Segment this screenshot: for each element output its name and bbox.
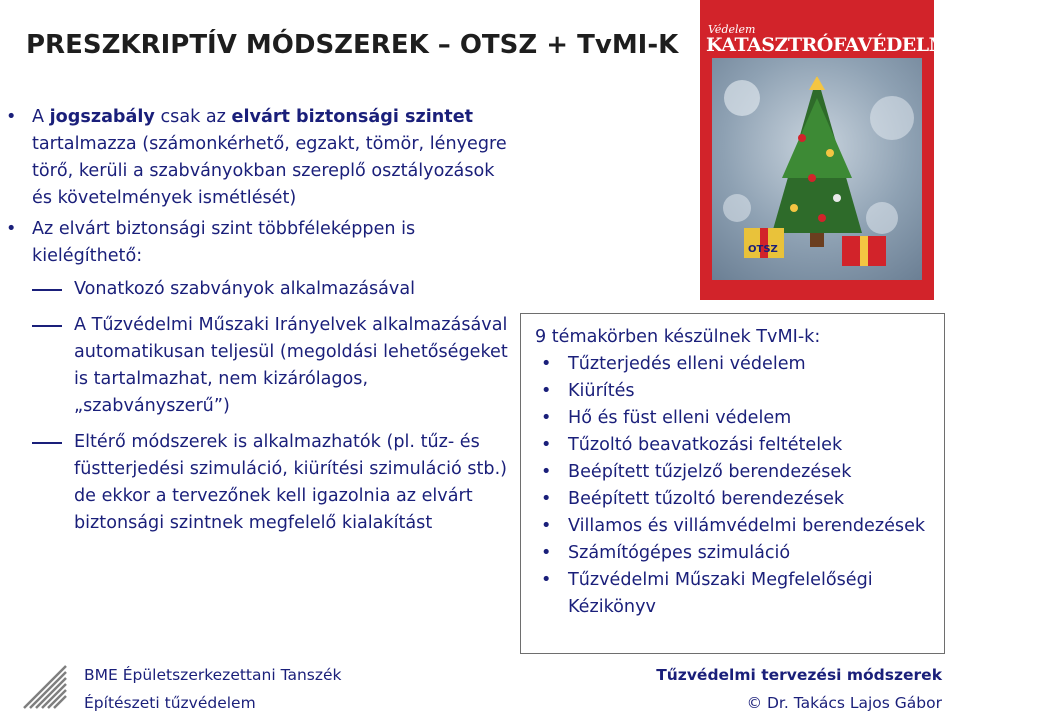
- bullet-item: [0, 104, 512, 212]
- bullet-icon: •: [541, 570, 552, 590]
- bullet-icon: •: [541, 516, 552, 536]
- bullet-item: [0, 216, 512, 270]
- gift-label: OTSZ: [748, 244, 778, 255]
- left-content: [0, 104, 512, 546]
- list-item-text: Tűzoltó beavatkozási feltételek: [568, 435, 843, 455]
- bullet-icon: •: [541, 543, 552, 563]
- bullet-icon: •: [541, 381, 552, 401]
- list-item-text: Számítógépes szimuláció: [568, 543, 791, 563]
- list-item: [535, 567, 936, 621]
- footer-subject: Tűzvédelmi tervezési módszerek: [656, 666, 942, 684]
- bullet-text-part: tartalmazza (számonkérhető, egzakt, tömör, lényegre törő, kerüli a szabványokban szereplő osztályozások és követelmények ismétlését): [32, 134, 507, 208]
- list-item: [535, 405, 936, 432]
- slide-title: PRESZKRIPTÍV MÓDSZEREK – OTSZ + TvMI-K: [26, 30, 679, 60]
- bullet-text-part: csak az: [154, 107, 232, 127]
- bullet-icon: •: [541, 435, 552, 455]
- list-item: [535, 378, 936, 405]
- list-item: [535, 513, 936, 540]
- masthead-small-text: Védelem: [708, 23, 756, 36]
- bullet-text-part: A: [32, 107, 50, 127]
- christmas-tree-photo: [712, 58, 922, 280]
- footer-course: Építészeti tűzvédelem: [84, 694, 256, 712]
- bullet-icon: •: [541, 354, 552, 374]
- list-item-text: Tűzterjedés elleni védelem: [568, 354, 806, 374]
- dash-icon: [32, 325, 62, 327]
- bullet-icon: •: [541, 489, 552, 509]
- dash-icon: [32, 442, 62, 444]
- magazine-cover: [700, 0, 1052, 300]
- dash-icon: [32, 289, 62, 291]
- list-item: [535, 351, 936, 378]
- masthead-title: KATASZTRÓFAVÉDELMI SZEMLE: [706, 34, 1052, 56]
- sub-item: [0, 429, 512, 537]
- bullet-text: Az elvárt biztonsági szint többféleképpen is kielégíthető:: [32, 219, 416, 266]
- bullet-text-bold: elvárt biztonsági szintet: [231, 107, 474, 127]
- list-item-text: Villamos és villámvédelmi berendezések: [568, 516, 926, 536]
- sub-item: [0, 276, 512, 303]
- bme-logo-icon: [22, 660, 68, 710]
- sub-item-text: Eltérő módszerek is alkalmazhatók (pl. tűz- és füstterjedési szimuláció, kiürítési szimuláció stb.) de ekkor a tervezőnek kell igazolnia az elvárt biztonsági szintnek megfelelő kialakítást: [74, 432, 508, 533]
- list-item-text: Hő és füst elleni védelem: [568, 408, 792, 428]
- list-item-text: Beépített tűzoltó berendezések: [568, 489, 845, 509]
- bullet-icon: •: [6, 219, 17, 239]
- bullet-icon: •: [541, 462, 552, 482]
- christmas-tree-icon: [712, 58, 922, 280]
- bullet-icon: •: [6, 107, 17, 127]
- topics-list: [535, 351, 936, 621]
- list-item-text: Beépített tűzjelző berendezések: [568, 462, 852, 482]
- tvmi-topics-box: [520, 313, 945, 654]
- sub-item: [0, 312, 512, 420]
- footer-author: © Dr. Takács Lajos Gábor: [746, 694, 942, 712]
- list-item: [535, 459, 936, 486]
- list-item-text: Kiürítés: [568, 381, 635, 401]
- sub-item-text: A Tűzvédelmi Műszaki Irányelvek alkalmazásával automatikusan teljesül (megoldási lehetőségeket is tartalmazhat, nem kizárólagos, „szabványszerű”): [74, 315, 508, 416]
- list-item: [535, 486, 936, 513]
- footer-department: BME Épületszerkezettani Tanszék: [84, 666, 342, 684]
- sub-item-text: Vonatkozó szabványok alkalmazásával: [74, 279, 416, 299]
- list-item: [535, 540, 936, 567]
- list-item: [535, 432, 936, 459]
- bullet-text-bold: jogszabály: [49, 107, 155, 127]
- bullet-icon: •: [541, 408, 552, 428]
- box-heading: 9 témakörben készülnek TvMI-k:: [535, 327, 821, 347]
- list-item-text: Tűzvédelmi Műszaki Megfelelőségi Kézikönyv: [568, 570, 873, 617]
